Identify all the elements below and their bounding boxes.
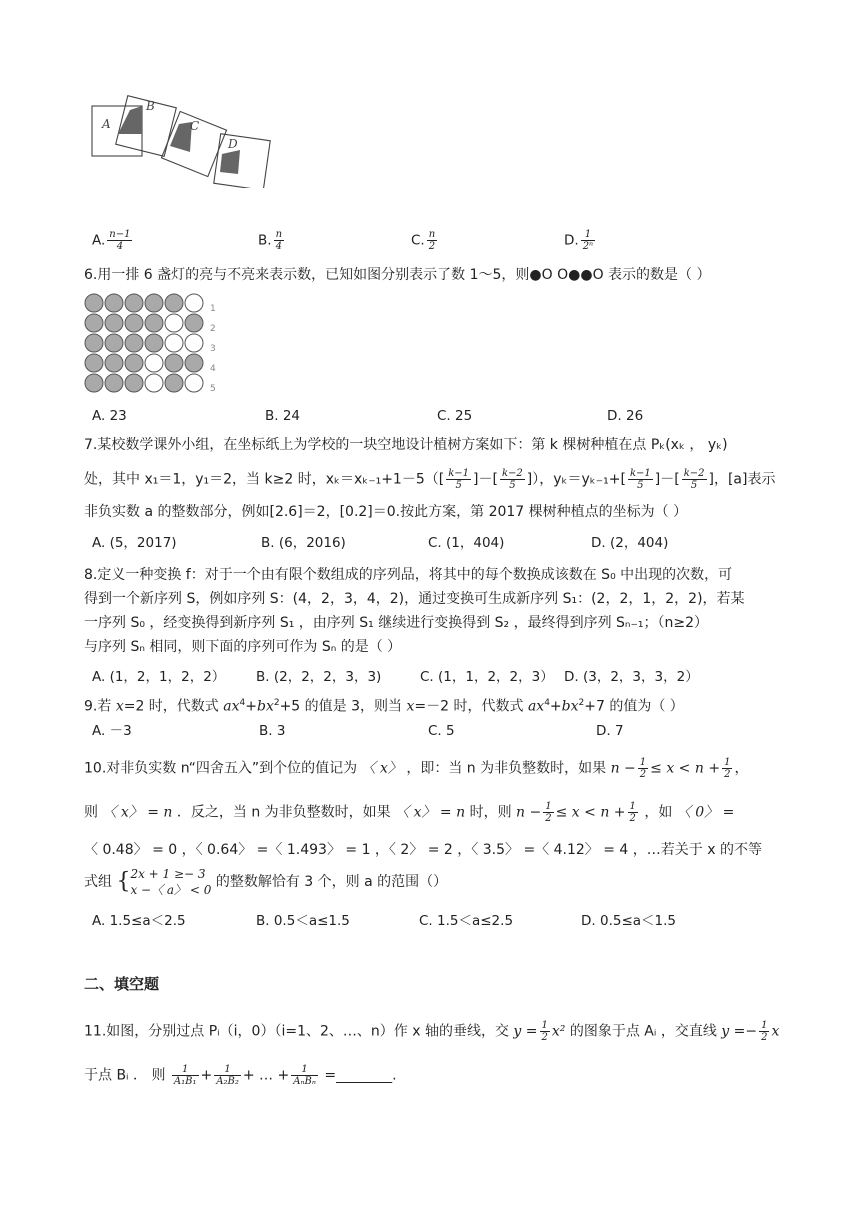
lamp <box>165 334 183 352</box>
lamp <box>145 314 163 332</box>
q5-option-d[interactable]: D. $\frac{1}{\text{2ⁿ}}$ <box>564 229 594 252</box>
lamp <box>105 334 123 352</box>
lamp <box>165 354 183 372</box>
q7-option-d[interactable]: D. (2，404) <box>591 535 669 551</box>
row-number-3: 3 <box>210 344 216 354</box>
label-c: C <box>190 119 200 133</box>
q11-line-2: 于点 Bᵢ ． 则 $\frac{1}{\text{A₁B₁}}$ + $\frac{1}{\text{A₂B₂}}$ + … + $\frac{1}{\text{AₙBₙ}}$ =________. <box>84 1064 397 1087</box>
q7-line-2: 处，其中 x₁＝1，y₁＝2，当 k≥2 时，xₖ＝xₖ₋₁+1－5（[ $\frac{k-1}{5}$ ]－[ $\frac{k-2}{5}$ ]），yₖ＝yₖ₋₁+[ $\frac{k-1}{5}$ ]－[ $\frac{k-2}{5}$ ]，[a]表示 <box>84 468 776 491</box>
label-b: B <box>146 99 155 113</box>
lamp <box>85 334 103 352</box>
lamp <box>85 354 103 372</box>
q10-option-a[interactable]: A. 1.5≤a＜2.5 <box>92 913 186 929</box>
lamp <box>125 294 143 312</box>
lamp <box>105 314 123 332</box>
lamp <box>105 354 123 372</box>
q10-line-3: 〈 0.48〉 = 0 ，〈 0.64〉 =〈 1.493〉 = 1 ，〈 2〉 = 2 ，〈 3.5〉 =〈 4.12〉 = 4 ，…若关于 x 的不等 <box>84 842 762 858</box>
q8-option-d[interactable]: D. (3，2，3，3，2） <box>564 669 699 685</box>
shaded-overlap-2 <box>170 122 192 152</box>
lamp <box>85 314 103 332</box>
q10-option-b[interactable]: B. 0.5＜a≤1.5 <box>256 913 350 929</box>
shaded-overlap-3 <box>220 150 240 174</box>
q8-option-c[interactable]: C. (1，1，2，2，3） <box>420 669 554 685</box>
lamp <box>125 374 143 392</box>
q10-line-4: 式组 { 2x + 1 ≥− 3 x −〈 a〉 < 0 的整数解恰有 3 个，则 a 的范围（） <box>84 867 448 897</box>
lamp <box>145 354 163 372</box>
q7-option-c[interactable]: C. (1，404) <box>428 535 505 551</box>
lamp <box>185 374 203 392</box>
q8-option-a[interactable]: A. (1，2，1，2，2） <box>92 669 226 685</box>
lamp <box>165 374 183 392</box>
lamp <box>185 314 203 332</box>
q8-line-4: 与序列 Sₙ 相同，则下面的序列可作为 Sₙ 的是（ ） <box>84 639 402 655</box>
q10-option-c[interactable]: C. 1.5＜a≤2.5 <box>419 913 514 929</box>
q7-option-b[interactable]: B. (6，2016) <box>261 535 346 551</box>
q7-line-1: 7.某校数学课外小组，在坐标纸上为学校的一块空地设计植树方案如下：第 k 棵树种植在点 Pₖ(xₖ ， yₖ) <box>84 437 728 453</box>
q6-option-a[interactable]: A. 23 <box>92 408 127 424</box>
lamp <box>145 294 163 312</box>
q5-option-b[interactable]: B. $\frac{n}{4}$ <box>258 229 283 252</box>
lamp <box>165 314 183 332</box>
lamp <box>85 374 103 392</box>
lamp <box>185 354 203 372</box>
q6-option-d[interactable]: D. 26 <box>607 408 644 424</box>
q7-option-a[interactable]: A. (5，2017) <box>92 535 177 551</box>
lamp <box>85 294 103 312</box>
q9-option-a[interactable]: A. －3 <box>92 723 132 739</box>
q8-line-3: 一序列 S₀ ，经变换得到新序列 S₁ ，由序列 S₁ 继续进行变换得到 S₂ ，最终得到序列 Sₙ₋₁；（n≥2） <box>84 615 709 631</box>
q8-option-b[interactable]: B. (2，2，2，3，3) <box>256 669 382 685</box>
lamp <box>105 374 123 392</box>
q5-option-c[interactable]: C. $\frac{n}{2}$ <box>411 229 436 252</box>
rotated-squares-figure <box>84 88 284 188</box>
row-number-1: 1 <box>210 304 216 314</box>
q9-option-d[interactable]: D. 7 <box>596 723 624 739</box>
q6-option-c[interactable]: C. 25 <box>437 408 473 424</box>
row-number-4: 4 <box>210 364 216 374</box>
q8-line-2: 得到一个新序列 S，例如序列 S：(4，2，3，4，2)，通过变换可生成新序列 S₁：(2，2，1，2，2)，若某 <box>84 591 745 607</box>
lamp <box>125 334 143 352</box>
lamp-grid-figure <box>84 293 224 399</box>
lamp <box>125 314 143 332</box>
q6-option-b[interactable]: B. 24 <box>265 408 301 424</box>
lamp <box>125 354 143 372</box>
lamp <box>185 334 203 352</box>
q7-line-3: 非负实数 a 的整数部分，例如[2.6]＝2，[0.2]＝0.按此方案，第 2017 棵树种植点的坐标为（ ） <box>84 504 688 520</box>
q10-option-d[interactable]: D. 0.5≤a＜1.5 <box>581 913 677 929</box>
q9-stem: 9.若 x=2 时，代数式 $ax^4+bx^2+5$ 的值是 3，则当 x=－2 时，代数式 $ax^4+bx^2+7$ 的值为（ ） <box>84 698 684 715</box>
q9-option-c[interactable]: C. 5 <box>428 723 455 739</box>
answer-blank[interactable]: =________. <box>324 1067 397 1084</box>
lamp <box>185 294 203 312</box>
q11-line-1: 11.如图，分别过点 Pᵢ（i，0）（i=1、2、…、n）作 x 轴的垂线，交 y = $\frac{1}{2}$ x² 的图象于点 Aᵢ ，交直线 y =− $\frac{1}{2}$ x <box>84 1020 780 1043</box>
label-a: A <box>102 117 111 131</box>
lamp <box>165 294 183 312</box>
q8-line-1: 8.定义一种变换 f：对于一个由有限个数组成的序列品，将其中的每个数换成该数在 S₀ 中出现的次数，可 <box>84 567 733 583</box>
row-number-2: 2 <box>210 324 216 334</box>
q10-line-1: 10.对非负实数 n“四舍五入”到个位的值记为 〈 x〉 ，即：当 n 为非负整数时，如果 n − $\frac{1}{2}$ ≤ x < n + $\frac{1}{2}$ ， <box>84 757 749 780</box>
q5-option-a[interactable]: A. $\frac{n-1}{4}$ <box>92 229 131 252</box>
lamp <box>105 294 123 312</box>
section-fill-in-title: 二、填空题 <box>84 975 160 993</box>
row-number-5: 5 <box>210 384 216 394</box>
q10-line-2: 则 〈 x〉 = n ．反之，当 n 为非负整数时，如果 〈 x〉 = n 时，则 n − $\frac{1}{2}$ ≤ x < n + $\frac{1}{2}$ ，如 〈 0〉 = <box>84 801 735 824</box>
label-d: D <box>228 137 238 151</box>
q6-stem: 6.用一排 6 盏灯的亮与不亮来表示数，已知如图分别表示了数 1～5，则●O O●●O 表示的数是（ ） <box>84 267 711 283</box>
lamp <box>145 334 163 352</box>
q9-option-b[interactable]: B. 3 <box>259 723 286 739</box>
lamp <box>145 374 163 392</box>
